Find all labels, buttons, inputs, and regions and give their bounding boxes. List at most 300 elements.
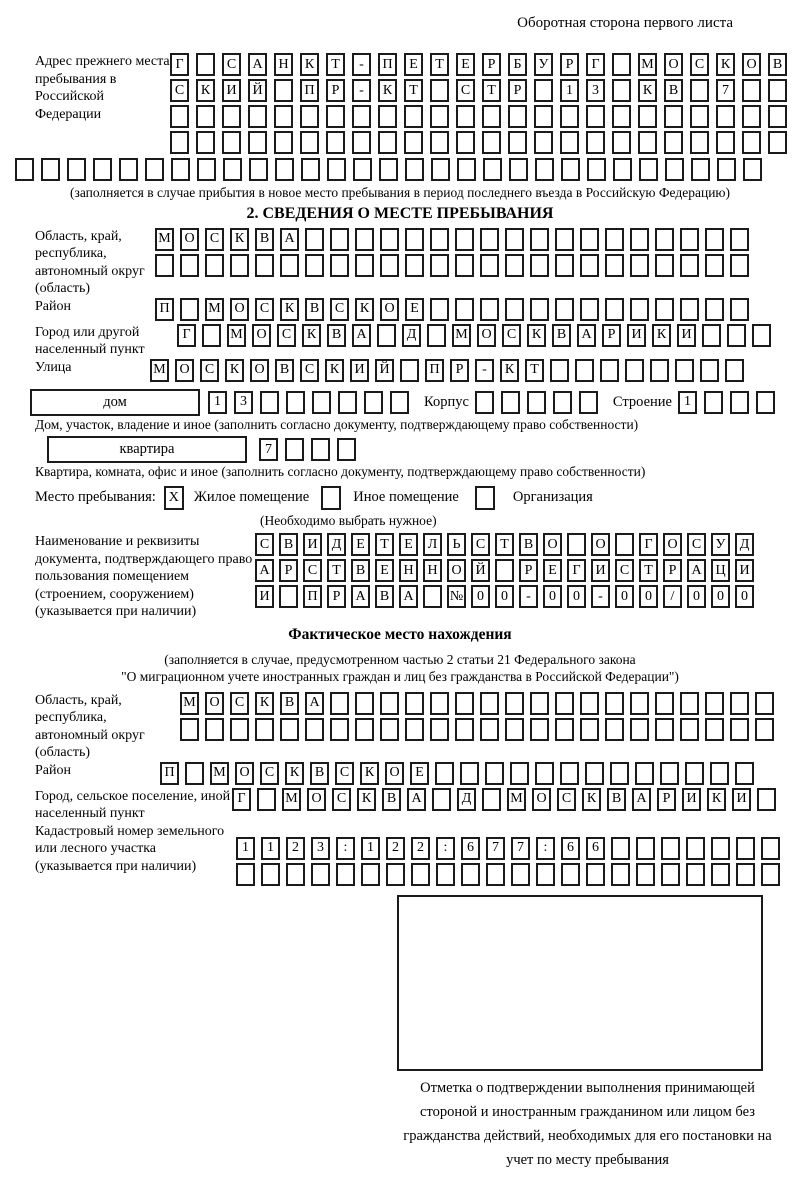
char-box: 0 bbox=[711, 585, 730, 608]
char-box bbox=[260, 391, 279, 414]
char-box bbox=[534, 79, 553, 102]
char-box bbox=[534, 105, 553, 128]
char-box: В bbox=[275, 359, 294, 382]
char-box: С bbox=[255, 298, 274, 321]
char-box: В bbox=[552, 324, 571, 347]
char-box bbox=[690, 105, 709, 128]
char-box bbox=[305, 228, 324, 251]
char-box: К bbox=[357, 788, 376, 811]
char-box bbox=[761, 837, 780, 860]
char-box: В bbox=[279, 533, 298, 556]
char-box: К bbox=[638, 79, 657, 102]
char-box: С bbox=[300, 359, 319, 382]
char-box bbox=[755, 718, 774, 741]
char-box bbox=[330, 254, 349, 277]
char-box bbox=[285, 438, 304, 461]
factual-caption-1: (заполняется в случае, предусмотренном частью 2 статьи 21 Федерального закона bbox=[164, 651, 636, 667]
char-box bbox=[430, 105, 449, 128]
checkbox-organizatsiya[interactable] bbox=[475, 486, 495, 510]
char-box bbox=[612, 79, 631, 102]
char-box bbox=[761, 863, 780, 886]
char-box bbox=[638, 131, 657, 154]
char-box bbox=[330, 718, 349, 741]
char-box: О bbox=[252, 324, 271, 347]
char-box bbox=[461, 863, 480, 886]
char-row bbox=[475, 391, 605, 414]
char-box bbox=[338, 391, 357, 414]
char-row bbox=[155, 228, 755, 251]
char-box bbox=[430, 79, 449, 102]
char-box bbox=[380, 228, 399, 251]
char-box bbox=[630, 228, 649, 251]
char-box: П bbox=[300, 79, 319, 102]
char-box: 0 bbox=[735, 585, 754, 608]
char-box bbox=[730, 228, 749, 251]
char-box bbox=[664, 105, 683, 128]
char-box bbox=[423, 585, 442, 608]
char-box bbox=[482, 105, 501, 128]
char-row bbox=[170, 79, 794, 102]
char-box: С bbox=[332, 788, 351, 811]
char-box: А bbox=[351, 585, 370, 608]
kvartira-row bbox=[15, 436, 785, 463]
char-box bbox=[361, 863, 380, 886]
char-box: В bbox=[664, 79, 683, 102]
char-box: С bbox=[222, 53, 241, 76]
char-box bbox=[400, 359, 419, 382]
char-box: К bbox=[302, 324, 321, 347]
char-box bbox=[675, 359, 694, 382]
char-box: В bbox=[519, 533, 538, 556]
section-title: 2. СВЕДЕНИЯ О МЕСТЕ ПРЕБЫВАНИЯ bbox=[246, 204, 554, 222]
char-box: А bbox=[687, 559, 706, 582]
char-box bbox=[119, 158, 138, 181]
char-box: К bbox=[716, 53, 735, 76]
char-box: Н bbox=[274, 53, 293, 76]
char-box: Т bbox=[482, 79, 501, 102]
char-box bbox=[279, 585, 298, 608]
char-box: И bbox=[627, 324, 646, 347]
char-box bbox=[196, 53, 215, 76]
char-box bbox=[550, 359, 569, 382]
oblast2-label: Область, край, республика, автономный округ (область) bbox=[35, 692, 145, 760]
char-box bbox=[610, 762, 629, 785]
char-box: 7 bbox=[486, 837, 505, 860]
char-box bbox=[435, 762, 454, 785]
oblast-label: Область, край, республика, автономный округ (область) bbox=[35, 228, 145, 296]
char-box: 1 bbox=[560, 79, 579, 102]
char-box bbox=[664, 131, 683, 154]
char-box: Р bbox=[602, 324, 621, 347]
mesto-row bbox=[15, 485, 785, 511]
char-box bbox=[630, 298, 649, 321]
char-box: О bbox=[307, 788, 326, 811]
char-box: Д bbox=[327, 533, 346, 556]
char-box: И bbox=[222, 79, 241, 102]
char-row bbox=[255, 533, 759, 556]
checkbox-inoe[interactable] bbox=[321, 486, 341, 510]
char-box bbox=[280, 718, 299, 741]
char-box: Р bbox=[326, 79, 345, 102]
char-box bbox=[757, 788, 776, 811]
char-box: Т bbox=[327, 559, 346, 582]
char-box bbox=[337, 438, 356, 461]
char-box bbox=[248, 131, 267, 154]
char-box: К bbox=[355, 298, 374, 321]
char-box bbox=[655, 254, 674, 277]
char-box bbox=[580, 228, 599, 251]
checkbox-zhiloe[interactable]: X bbox=[164, 486, 184, 510]
char-box bbox=[455, 254, 474, 277]
char-box: И bbox=[255, 585, 274, 608]
char-box bbox=[580, 692, 599, 715]
raion-label: Район bbox=[35, 298, 71, 314]
char-box: Т bbox=[495, 533, 514, 556]
char-box bbox=[702, 324, 721, 347]
char-box bbox=[505, 254, 524, 277]
char-box bbox=[553, 391, 572, 414]
char-box bbox=[483, 158, 502, 181]
char-box bbox=[705, 254, 724, 277]
char-box: Р bbox=[560, 53, 579, 76]
char-box bbox=[430, 692, 449, 715]
char-box: А bbox=[305, 692, 324, 715]
char-box bbox=[579, 391, 598, 414]
char-box bbox=[730, 298, 749, 321]
oblast2-rows bbox=[180, 692, 780, 744]
char-box: Е bbox=[351, 533, 370, 556]
char-box bbox=[655, 718, 674, 741]
char-box bbox=[705, 228, 724, 251]
char-box: Й bbox=[375, 359, 394, 382]
char-box bbox=[460, 762, 479, 785]
char-box: В bbox=[351, 559, 370, 582]
char-row bbox=[150, 359, 750, 382]
char-box: В bbox=[280, 692, 299, 715]
char-box bbox=[530, 298, 549, 321]
char-box: В bbox=[327, 324, 346, 347]
char-box bbox=[600, 359, 619, 382]
gorod2-label: Город, сельское поселение, иной населенный пункт bbox=[35, 788, 231, 821]
char-box: О bbox=[664, 53, 683, 76]
char-box: П bbox=[378, 53, 397, 76]
char-box bbox=[505, 718, 524, 741]
char-box: В bbox=[607, 788, 626, 811]
char-box: А bbox=[248, 53, 267, 76]
stamp-caption: Отметка о подтверждении выполнения принимающей стороной и иностранным гражданином или лицом без гражданства действий, необходимых для его постановки на учет по месту пребывания bbox=[403, 1079, 772, 1168]
char-box: М bbox=[227, 324, 246, 347]
char-box: О bbox=[532, 788, 551, 811]
char-box bbox=[455, 298, 474, 321]
char-box: Т bbox=[326, 53, 345, 76]
char-box: 3 bbox=[234, 391, 253, 414]
char-box bbox=[501, 391, 520, 414]
char-box: 3 bbox=[586, 79, 605, 102]
char-box: 7 bbox=[716, 79, 735, 102]
char-box: Р bbox=[279, 559, 298, 582]
char-box: Д bbox=[735, 533, 754, 556]
char-box: : bbox=[436, 837, 455, 860]
char-box: О bbox=[447, 559, 466, 582]
char-box bbox=[236, 863, 255, 886]
char-box bbox=[680, 298, 699, 321]
mesto-caption: (Необходимо выбрать нужное) bbox=[260, 512, 437, 528]
char-box: 2 bbox=[286, 837, 305, 860]
char-box: А bbox=[352, 324, 371, 347]
char-box bbox=[430, 131, 449, 154]
char-box bbox=[185, 762, 204, 785]
char-box bbox=[427, 324, 446, 347]
char-box: 1 bbox=[236, 837, 255, 860]
char-box bbox=[327, 158, 346, 181]
char-box: Р bbox=[327, 585, 346, 608]
char-row bbox=[180, 718, 780, 741]
char-box: О bbox=[230, 298, 249, 321]
char-box bbox=[680, 254, 699, 277]
char-box bbox=[411, 863, 430, 886]
char-box: М bbox=[452, 324, 471, 347]
dom-label-box: дом bbox=[30, 389, 200, 416]
char-box bbox=[508, 131, 527, 154]
char-box: К bbox=[527, 324, 546, 347]
char-box bbox=[605, 298, 624, 321]
char-box: О bbox=[477, 324, 496, 347]
char-box bbox=[482, 131, 501, 154]
char-row bbox=[208, 391, 416, 414]
char-box bbox=[580, 254, 599, 277]
char-box bbox=[480, 254, 499, 277]
char-box bbox=[730, 718, 749, 741]
char-box: К bbox=[196, 79, 215, 102]
char-box bbox=[386, 863, 405, 886]
char-box bbox=[432, 788, 451, 811]
char-box: Е bbox=[399, 533, 418, 556]
char-box: М bbox=[507, 788, 526, 811]
char-box bbox=[561, 158, 580, 181]
char-box bbox=[561, 863, 580, 886]
char-box: И bbox=[591, 559, 610, 582]
char-box bbox=[171, 158, 190, 181]
char-box: О bbox=[180, 228, 199, 251]
char-box: Б bbox=[508, 53, 527, 76]
kadastr-label: Кадастровый номер земельного или лесного участка (указывается при наличии) bbox=[35, 823, 225, 874]
char-box bbox=[527, 391, 546, 414]
char-box: 0 bbox=[471, 585, 490, 608]
char-box bbox=[248, 105, 267, 128]
char-box bbox=[485, 762, 504, 785]
char-box: В bbox=[255, 228, 274, 251]
char-box: Т bbox=[404, 79, 423, 102]
char-box bbox=[768, 105, 787, 128]
char-box bbox=[535, 158, 554, 181]
char-box bbox=[680, 228, 699, 251]
char-box bbox=[630, 692, 649, 715]
char-box: О bbox=[385, 762, 404, 785]
char-box bbox=[495, 559, 514, 582]
char-box bbox=[711, 863, 730, 886]
char-box bbox=[364, 391, 383, 414]
char-box bbox=[613, 158, 632, 181]
char-box: У bbox=[534, 53, 553, 76]
char-box: Н bbox=[399, 559, 418, 582]
char-box: Е bbox=[404, 53, 423, 76]
char-box bbox=[680, 692, 699, 715]
char-box bbox=[480, 228, 499, 251]
factual-title: Фактическое место нахождения bbox=[288, 625, 512, 643]
stroenie-label: Строение bbox=[612, 393, 672, 410]
char-box bbox=[530, 228, 549, 251]
char-box bbox=[555, 228, 574, 251]
char-box: К bbox=[230, 228, 249, 251]
char-box bbox=[480, 718, 499, 741]
char-box bbox=[730, 692, 749, 715]
char-box bbox=[355, 254, 374, 277]
prev-address-field bbox=[15, 53, 785, 157]
char-box bbox=[379, 158, 398, 181]
char-box bbox=[257, 788, 276, 811]
char-row bbox=[177, 324, 777, 347]
char-box: Ь bbox=[447, 533, 466, 556]
char-box bbox=[430, 718, 449, 741]
char-box bbox=[686, 837, 705, 860]
char-box: А bbox=[399, 585, 418, 608]
char-box bbox=[710, 762, 729, 785]
char-box: В bbox=[382, 788, 401, 811]
char-box: Т bbox=[430, 53, 449, 76]
char-box: Н bbox=[423, 559, 442, 582]
char-box bbox=[480, 298, 499, 321]
doc-field bbox=[15, 533, 785, 621]
raion-field bbox=[15, 298, 785, 324]
char-row bbox=[259, 438, 363, 461]
char-box: Г bbox=[639, 533, 658, 556]
char-box: А bbox=[632, 788, 651, 811]
option-label-organizatsiya: Организация bbox=[512, 489, 593, 505]
char-box: М bbox=[282, 788, 301, 811]
char-box: Е bbox=[543, 559, 562, 582]
char-box bbox=[727, 324, 746, 347]
char-box: С bbox=[277, 324, 296, 347]
char-box: С bbox=[502, 324, 521, 347]
char-box bbox=[145, 158, 164, 181]
char-box: О bbox=[250, 359, 269, 382]
char-box: И bbox=[682, 788, 701, 811]
oblast-rows bbox=[155, 228, 755, 280]
ulitsa-field bbox=[15, 359, 785, 385]
char-box bbox=[455, 718, 474, 741]
char-box: А bbox=[280, 228, 299, 251]
doc-rows bbox=[255, 533, 759, 611]
char-box bbox=[455, 692, 474, 715]
char-box: - bbox=[352, 79, 371, 102]
char-box: 1 bbox=[208, 391, 227, 414]
char-box: В bbox=[310, 762, 329, 785]
char-box bbox=[768, 131, 787, 154]
char-box bbox=[353, 158, 372, 181]
char-box: И bbox=[732, 788, 751, 811]
char-box bbox=[430, 228, 449, 251]
char-box bbox=[305, 254, 324, 277]
char-box bbox=[170, 131, 189, 154]
char-box: С bbox=[557, 788, 576, 811]
char-box bbox=[196, 105, 215, 128]
char-box: Е bbox=[456, 53, 475, 76]
char-box bbox=[405, 692, 424, 715]
char-box: М bbox=[155, 228, 174, 251]
char-box: С bbox=[255, 533, 274, 556]
oblast2-field bbox=[15, 692, 785, 762]
char-box bbox=[612, 131, 631, 154]
char-box bbox=[705, 298, 724, 321]
char-box: - bbox=[475, 359, 494, 382]
char-box bbox=[705, 718, 724, 741]
char-box bbox=[605, 718, 624, 741]
char-box bbox=[665, 158, 684, 181]
char-box bbox=[300, 105, 319, 128]
char-box bbox=[482, 788, 501, 811]
char-box: Р bbox=[519, 559, 538, 582]
char-box: С bbox=[690, 53, 709, 76]
char-box bbox=[587, 158, 606, 181]
char-box bbox=[205, 718, 224, 741]
char-box bbox=[536, 863, 555, 886]
char-box: Р bbox=[482, 53, 501, 76]
char-box bbox=[486, 863, 505, 886]
kvartira-label-box: квартира bbox=[47, 436, 247, 463]
char-box bbox=[686, 863, 705, 886]
char-box bbox=[605, 228, 624, 251]
char-box: Г bbox=[170, 53, 189, 76]
oblast-field bbox=[15, 228, 785, 298]
ulitsa-label: Улица bbox=[35, 359, 72, 375]
char-box bbox=[725, 359, 744, 382]
char-box: С bbox=[303, 559, 322, 582]
char-box: В bbox=[375, 585, 394, 608]
char-box bbox=[377, 324, 396, 347]
char-box bbox=[636, 863, 655, 886]
char-box bbox=[155, 254, 174, 277]
raion2-label: Район bbox=[35, 762, 71, 778]
char-box bbox=[736, 837, 755, 860]
char-box: П bbox=[425, 359, 444, 382]
gorod2-field bbox=[15, 788, 785, 823]
char-box bbox=[311, 863, 330, 886]
char-box bbox=[456, 131, 475, 154]
char-box bbox=[636, 837, 655, 860]
char-box bbox=[230, 254, 249, 277]
char-row bbox=[170, 53, 794, 76]
char-box: Й bbox=[471, 559, 490, 582]
char-box: Й bbox=[248, 79, 267, 102]
char-box bbox=[555, 254, 574, 277]
char-box: 3 bbox=[311, 837, 330, 860]
char-box: В bbox=[768, 53, 787, 76]
char-box: 6 bbox=[561, 837, 580, 860]
kvartira-caption: Квартира, комната, офис и иное (заполнить согласно документу, подтверждающему право собственности) bbox=[35, 464, 646, 479]
char-box bbox=[230, 718, 249, 741]
char-box bbox=[378, 131, 397, 154]
char-box bbox=[312, 391, 331, 414]
char-box bbox=[505, 692, 524, 715]
char-box bbox=[635, 762, 654, 785]
kadastr-rows bbox=[236, 837, 786, 889]
char-box: О bbox=[380, 298, 399, 321]
char-box bbox=[505, 228, 524, 251]
char-box: 7 bbox=[511, 837, 530, 860]
char-box bbox=[255, 254, 274, 277]
char-box bbox=[756, 391, 775, 414]
factual-caption-2: "О миграционном учете иностранных граждан и лиц без гражданства в Российской Федерации") bbox=[121, 669, 679, 684]
